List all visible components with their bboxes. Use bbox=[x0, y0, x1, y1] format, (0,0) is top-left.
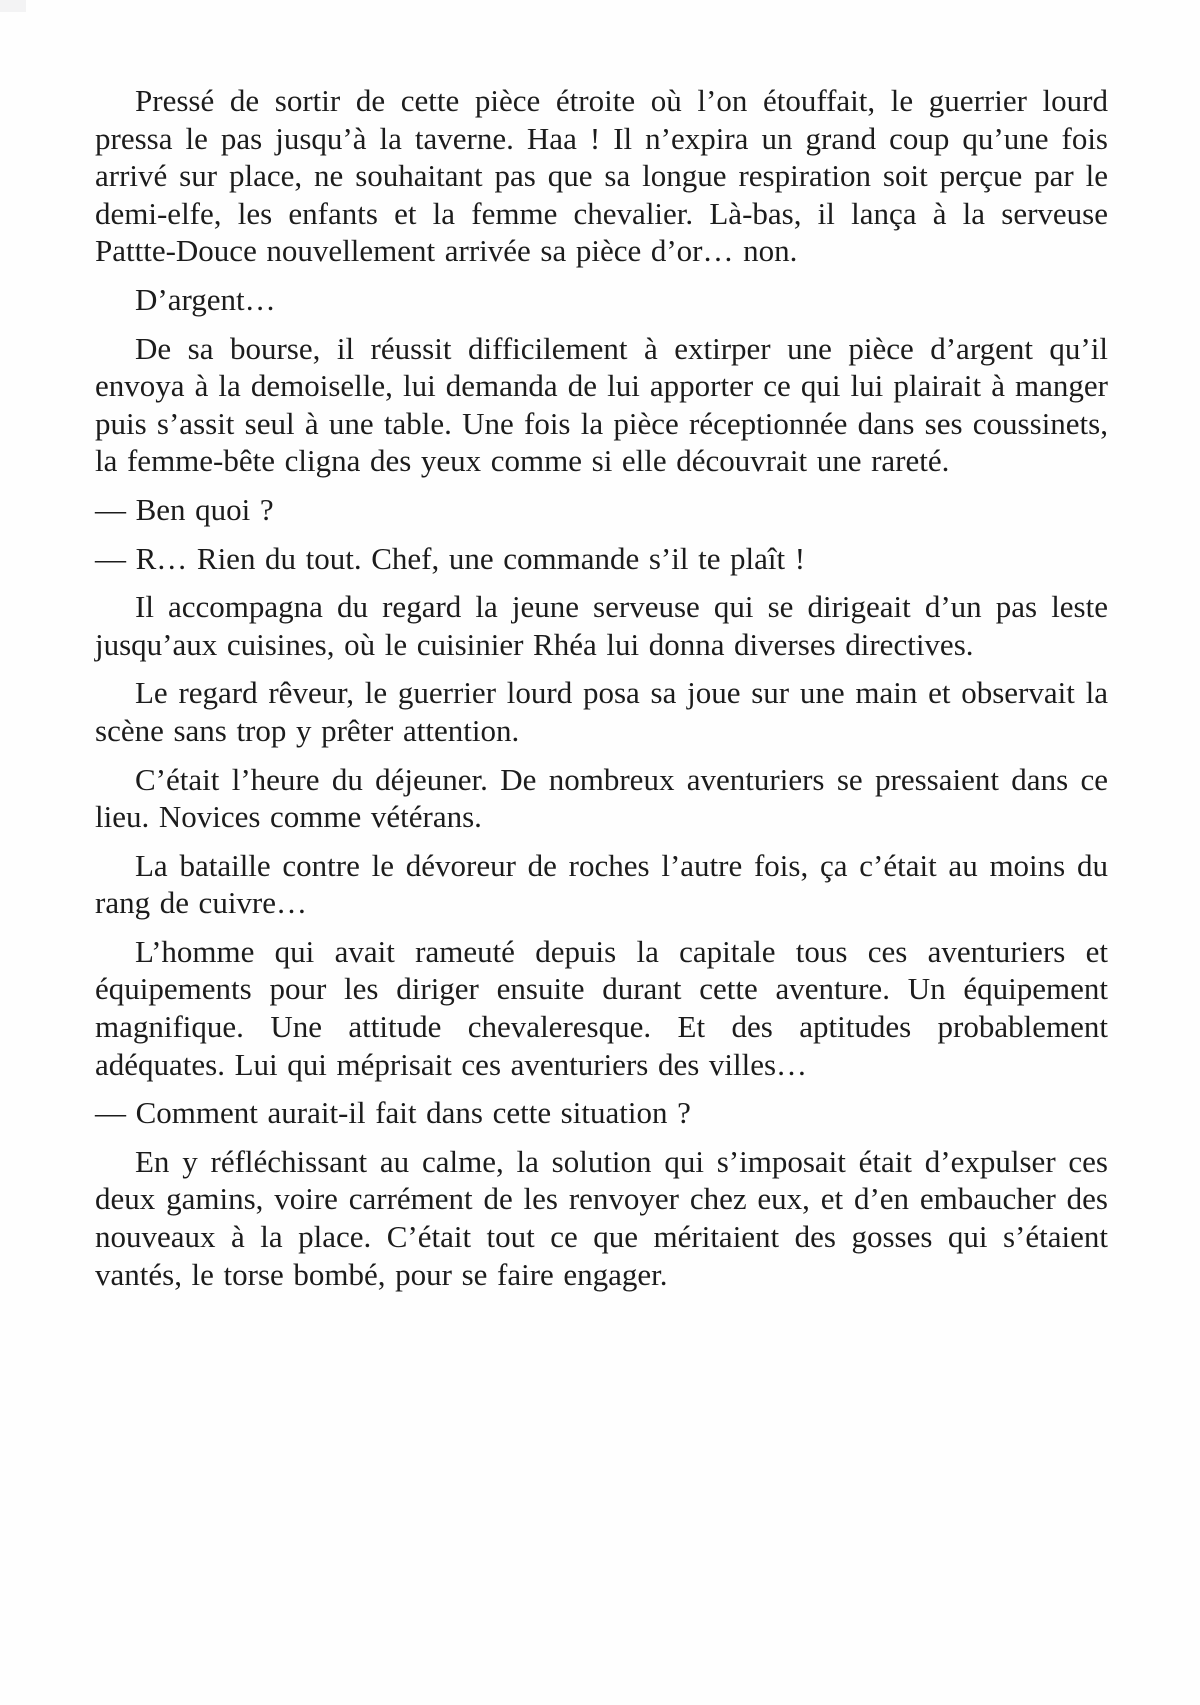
narrative-paragraph: En y réfléchissant au calme, la solution qui s’imposait était d’expulser ces deux gamins, voire carrément de les renvoyer chez eux, et d’en embaucher des nouveaux à la place. C’était tout ce que méritaient des gosses qui s’étaient vantés, le torse bombé, pour se faire engager. bbox=[95, 1143, 1108, 1292]
narrative-paragraph: Le regard rêveur, le guerrier lourd posa sa joue sur une main et observait la scène sans trop y prêter attention. bbox=[95, 675, 1108, 748]
narrative-paragraph: Pressé de sortir de cette pièce étroite où l’on étouffait, le guerrier lourd pressa le pas jusqu’à la taverne. Haa ! Il n’expira un grand coup qu’une fois arrivé sur place, ne souhaitant pas que sa longue respiration soit perçue par le demi-elfe, les enfants et la femme chevalier. Là-bas, il lança à la serveuse Pattte-Douce nouvellement arrivée sa pièce d’or… non. bbox=[95, 83, 1108, 269]
dialogue-line: — R… Rien du tout. Chef, une commande s’il te plaît ! bbox=[95, 540, 806, 576]
scan-artifact bbox=[0, 0, 26, 12]
narrative-paragraph: C’était l’heure du déjeuner. De nombreux aventuriers se pressaient dans ce lieu. Novices comme vétérans. bbox=[95, 761, 1108, 835]
narrative-paragraph: Il accompagna du regard la jeune serveuse qui se dirigeait d’un pas leste jusqu’aux cuisines, où le cuisinier Rhéa lui donna diverses directives. bbox=[95, 589, 1108, 662]
dialogue-line: — Comment aurait-il fait dans cette situation ? bbox=[95, 1095, 691, 1131]
narrative-paragraph: L’homme qui avait rameuté depuis la capitale tous ces aventuriers et équipements pour les diriger ensuite durant cette aventure. Un équipement magnifique. Une attitude chevaleresque. Et des aptitudes probablement adéquates. Lui qui méprisait ces aventuriers des villes… bbox=[95, 933, 1108, 1082]
dialogue-line: — Ben quoi ? bbox=[95, 491, 274, 527]
narrative-paragraph: De sa bourse, il réussit difficilement à extirper une pièce d’argent qu’il envoya à la demoiselle, lui demanda de lui apporter ce qui lui plairait à manger puis s’assit seul à une table. Une fois la pièce réceptionnée dans ses coussinets, la femme-bête cligna des yeux comme si elle découvrait une rareté. bbox=[95, 330, 1108, 479]
narrative-paragraph: La bataille contre le dévoreur de roches l’autre fois, ça c’était au moins du rang de cuivre… bbox=[95, 847, 1108, 921]
narrative-paragraph: D’argent… bbox=[135, 281, 276, 317]
text-column bbox=[95, 82, 1108, 1304]
